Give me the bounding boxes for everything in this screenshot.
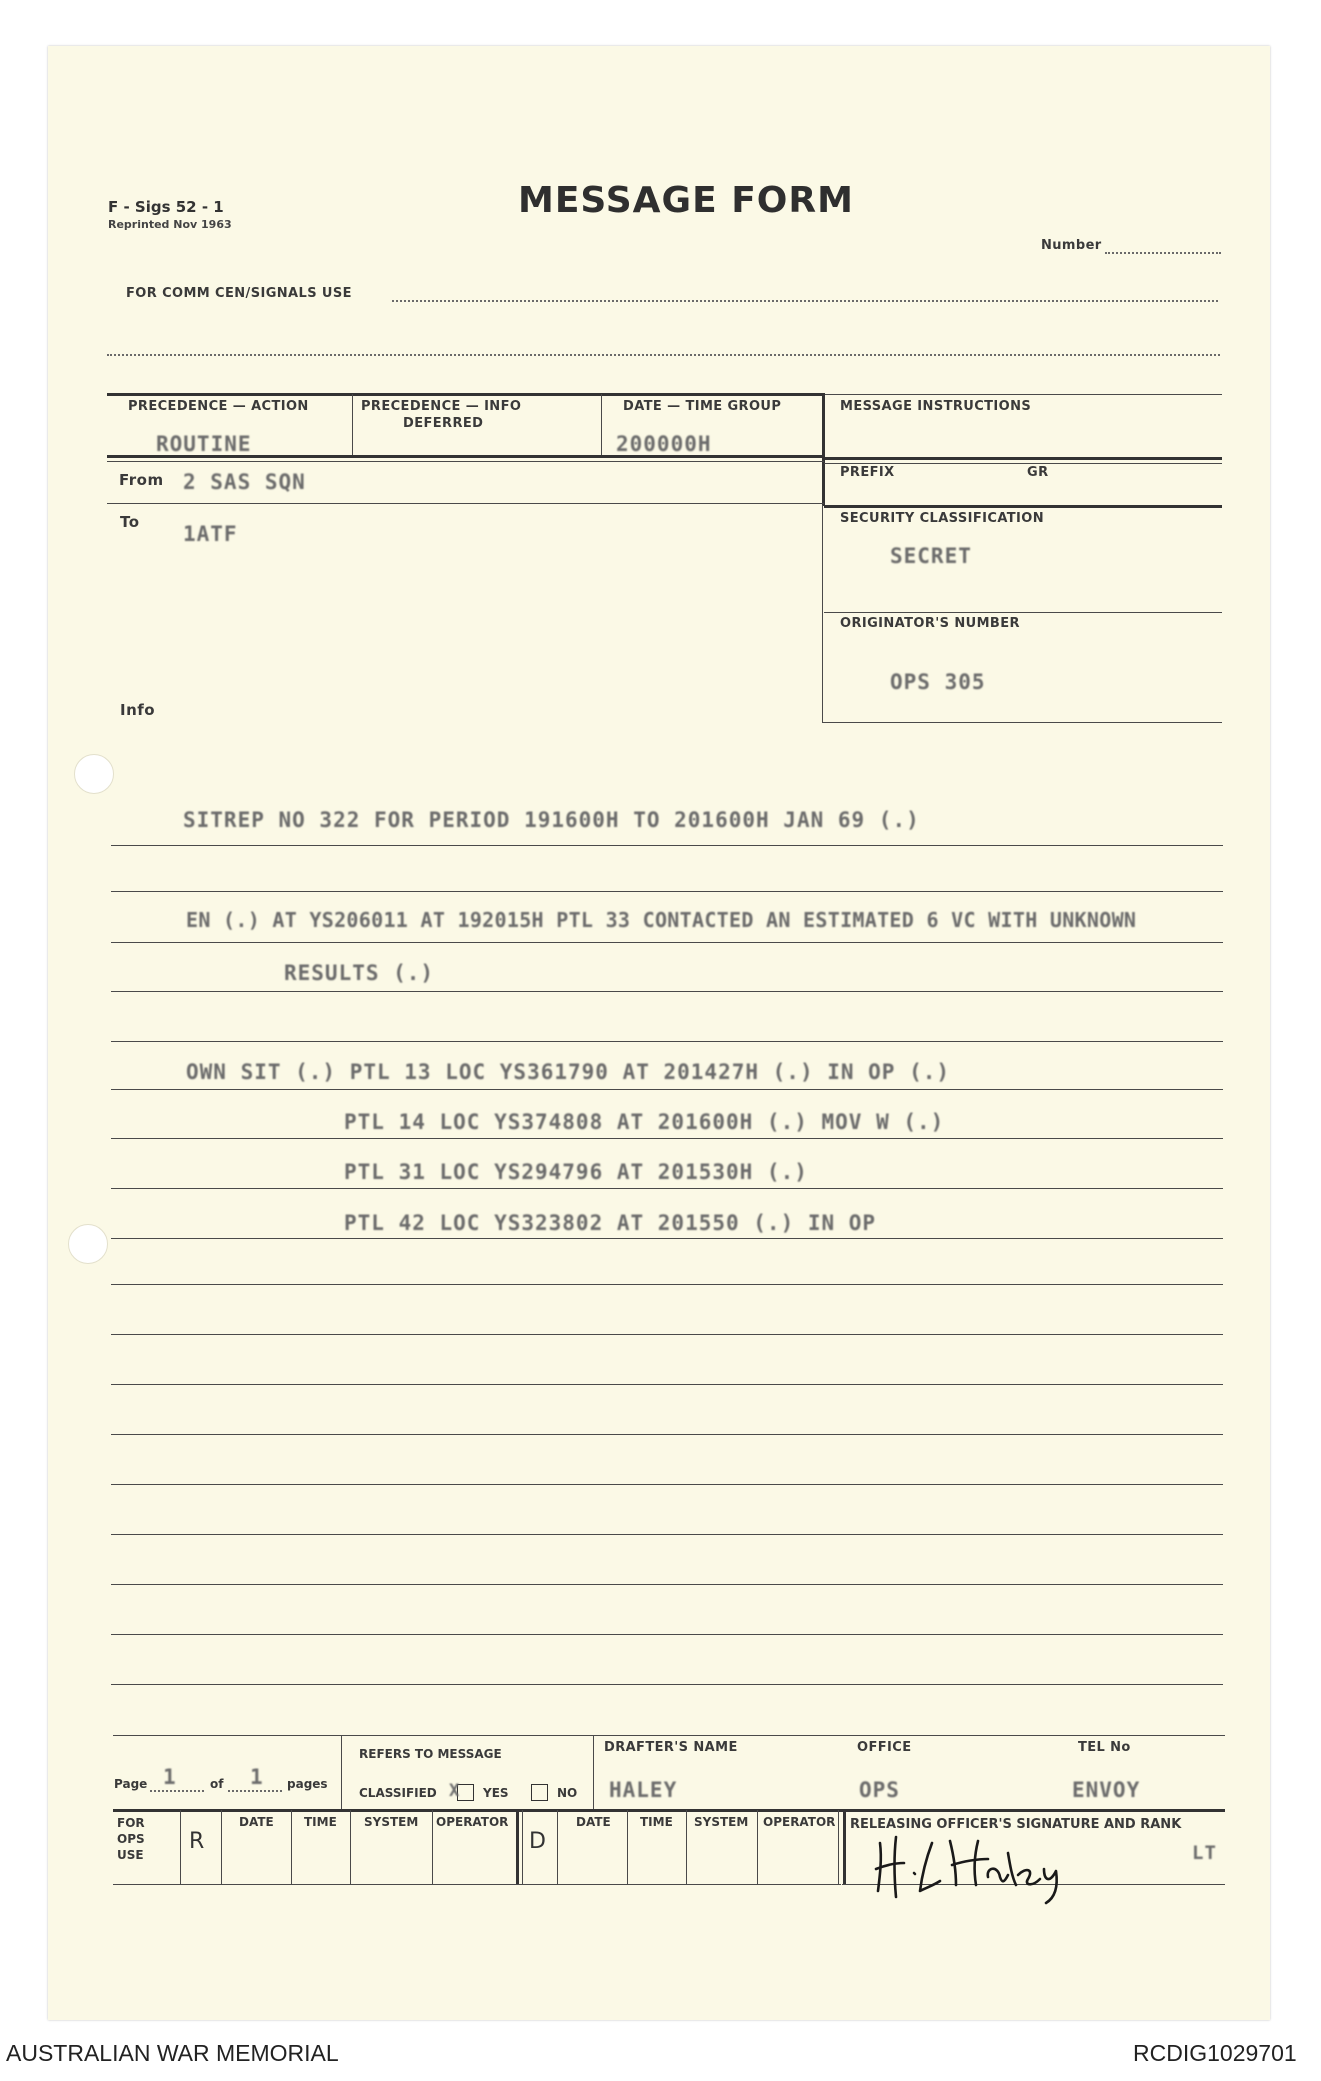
security-box-left: [822, 505, 823, 723]
prefix-label: PREFIX: [840, 465, 895, 480]
security-classification-value[interactable]: SECRET: [890, 544, 972, 568]
footer-mid-rule: [113, 1809, 1225, 1812]
body-rule: [111, 1188, 1223, 1189]
dtg-value[interactable]: 200000H: [616, 432, 712, 456]
releasing-officer-label: RELEASING OFFICER'S SIGNATURE AND RANK: [850, 1817, 1182, 1832]
header-divider-1: [352, 394, 353, 456]
tel-no-value[interactable]: ENVOY: [1072, 1778, 1141, 1802]
header-divider-2: [601, 394, 602, 456]
body-line-7: PTL 42 LOC YS323802 AT 201550 (.) IN OP: [344, 1211, 877, 1235]
number-label: Number: [1041, 238, 1102, 253]
body-rule: [111, 1089, 1223, 1090]
footer-bottom-rule: [113, 1884, 841, 1885]
header-top-rule-left: [107, 393, 824, 396]
body-rule: [111, 1434, 1223, 1435]
body-rule: [111, 1238, 1223, 1239]
header-instr-rule: [824, 457, 1222, 460]
ops-operator-label-d: OPERATOR: [763, 1815, 836, 1829]
body-rule: [111, 1138, 1223, 1139]
body-line-1: SITREP NO 322 FOR PERIOD 191600H TO 201600H JAN 69 (.): [183, 808, 920, 832]
footer-divider-page: [341, 1735, 342, 1810]
no-label: NO: [557, 1786, 578, 1800]
ops-divider: [757, 1810, 758, 1884]
originator-number-label: ORIGINATOR'S NUMBER: [840, 616, 1020, 631]
form-code: F - Sigs 52 - 1: [108, 198, 224, 216]
dtg-label: DATE — TIME GROUP: [623, 399, 782, 414]
ops-divider: [686, 1810, 687, 1884]
ops-divider-double-2: [522, 1810, 523, 1884]
gr-label: GR: [1027, 465, 1049, 480]
caption-left: AUSTRALIAN WAR MEMORIAL: [6, 2040, 339, 2066]
originator-rule: [822, 722, 1222, 723]
originator-number-value[interactable]: OPS 305: [890, 670, 986, 694]
ops-date-label-d: DATE: [576, 1815, 611, 1829]
precedence-action-value[interactable]: ROUTINE: [156, 432, 252, 456]
ops-time-label-d: TIME: [640, 1815, 673, 1829]
body-rule: [111, 1284, 1223, 1285]
drafter-name-value[interactable]: HALEY: [609, 1778, 678, 1802]
footer-top-rule: [113, 1735, 1225, 1736]
page-label: Page: [114, 1777, 148, 1791]
header-instr-rule-2: [824, 463, 1222, 464]
precedence-info-sub: DEFERRED: [403, 416, 484, 431]
pages-value[interactable]: 1: [250, 1765, 264, 1789]
page-field[interactable]: [150, 1790, 204, 1792]
ops-divider: [291, 1810, 292, 1884]
releasing-divider: [843, 1810, 846, 1884]
body-rule: [111, 1534, 1223, 1535]
body-line-6: PTL 31 LOC YS294796 AT 201530H (.): [344, 1160, 808, 1184]
ops-operator-label-r: OPERATOR: [436, 1815, 509, 1829]
tel-no-label: TEL No: [1078, 1740, 1131, 1755]
body-rule: [111, 845, 1223, 846]
footer-divider-refers: [593, 1735, 594, 1810]
ops-system-label-r: SYSTEM: [364, 1815, 419, 1829]
ops-divider: [180, 1810, 181, 1884]
classified-yes-mark: X: [449, 1781, 461, 1801]
ops-time-label-r: TIME: [304, 1815, 337, 1829]
page-title: MESSAGE FORM: [518, 180, 854, 221]
body-rule: [111, 891, 1223, 892]
body-rule: [111, 1384, 1223, 1385]
header-dtg-rule-2: [107, 461, 824, 462]
precedence-action-label: PRECEDENCE — ACTION: [128, 399, 309, 414]
yes-label: YES: [483, 1786, 509, 1800]
body-rule: [111, 1041, 1223, 1042]
ops-divider: [627, 1810, 628, 1884]
from-rule: [107, 503, 824, 504]
page-value[interactable]: 1: [163, 1765, 177, 1789]
ops-divider: [221, 1810, 222, 1884]
security-classification-label: SECURITY CLASSIFICATION: [840, 511, 1045, 526]
to-label: To: [120, 513, 140, 531]
header-top-rule-right: [824, 394, 1222, 395]
classified-no-checkbox[interactable]: [531, 1784, 548, 1801]
ops-divider: [557, 1810, 558, 1884]
body-rule: [111, 991, 1223, 992]
of-label: of: [210, 1777, 224, 1791]
prefix-rule: [824, 505, 1222, 508]
pages-label: pages: [287, 1777, 328, 1791]
office-value[interactable]: OPS: [859, 1778, 900, 1802]
refers-to-message-label: REFERS TO MESSAGE: [359, 1747, 502, 1761]
body-line-5: PTL 14 LOC YS374808 AT 201600H (.) MOV W (.): [344, 1110, 945, 1134]
body-line-4: OWN SIT (.) PTL 13 LOC YS361790 AT 201427H (.) IN OP (.): [186, 1060, 951, 1084]
drafter-name-label: DRAFTER'S NAME: [604, 1740, 738, 1755]
classified-label: CLASSIFIED: [359, 1786, 437, 1800]
caption-right: RCDIG1029701: [1133, 2040, 1297, 2066]
ops-date-label-r: DATE: [239, 1815, 274, 1829]
ops-divider-double: [516, 1810, 519, 1884]
office-label: OFFICE: [857, 1740, 912, 1755]
ops-divider: [432, 1810, 433, 1884]
message-instructions-label: MESSAGE INSTRUCTIONS: [840, 399, 1032, 414]
body-rule: [111, 1334, 1223, 1335]
for-ops-use-label: FOR OPS USE: [117, 1816, 145, 1862]
body-rule: [111, 942, 1223, 943]
number-field[interactable]: [1105, 252, 1221, 254]
ops-divider: [838, 1810, 839, 1884]
security-rule: [824, 612, 1222, 613]
ops-divider: [350, 1810, 351, 1884]
comm-cen-label: FOR COMM CEN/SIGNALS USE: [126, 286, 352, 301]
comm-cen-field-2[interactable]: [107, 354, 1220, 356]
pages-field[interactable]: [228, 1790, 282, 1792]
rank-value[interactable]: LT: [1192, 1842, 1217, 1864]
punch-hole-bottom: [68, 1224, 108, 1264]
body-rule: [111, 1484, 1223, 1485]
ops-system-label-d: SYSTEM: [694, 1815, 749, 1829]
from-label: From: [119, 471, 164, 489]
r-label: R: [189, 1829, 205, 1854]
message-form-paper: [48, 46, 1270, 2020]
form-reprinted: Reprinted Nov 1963: [108, 218, 232, 231]
to-value[interactable]: 1ATF: [183, 522, 238, 546]
body-rule: [111, 1634, 1223, 1635]
body-rule: [111, 1584, 1223, 1585]
precedence-info-label: PRECEDENCE — INFO: [361, 399, 522, 414]
header-divider-main: [822, 393, 825, 506]
body-line-2: EN (.) AT YS206011 AT 192015H PTL 33 CONTACTED AN ESTIMATED 6 VC WITH UNKNOWN: [186, 908, 1137, 932]
punch-hole-top: [74, 754, 114, 794]
body-rule: [111, 1684, 1223, 1685]
releasing-officer-signature: [868, 1825, 1088, 1905]
body-line-3: RESULTS (.): [284, 961, 435, 985]
comm-cen-field[interactable]: [392, 300, 1218, 302]
d-label: D: [529, 1829, 546, 1854]
info-label: Info: [120, 701, 156, 719]
from-value[interactable]: 2 SAS SQN: [183, 470, 306, 494]
